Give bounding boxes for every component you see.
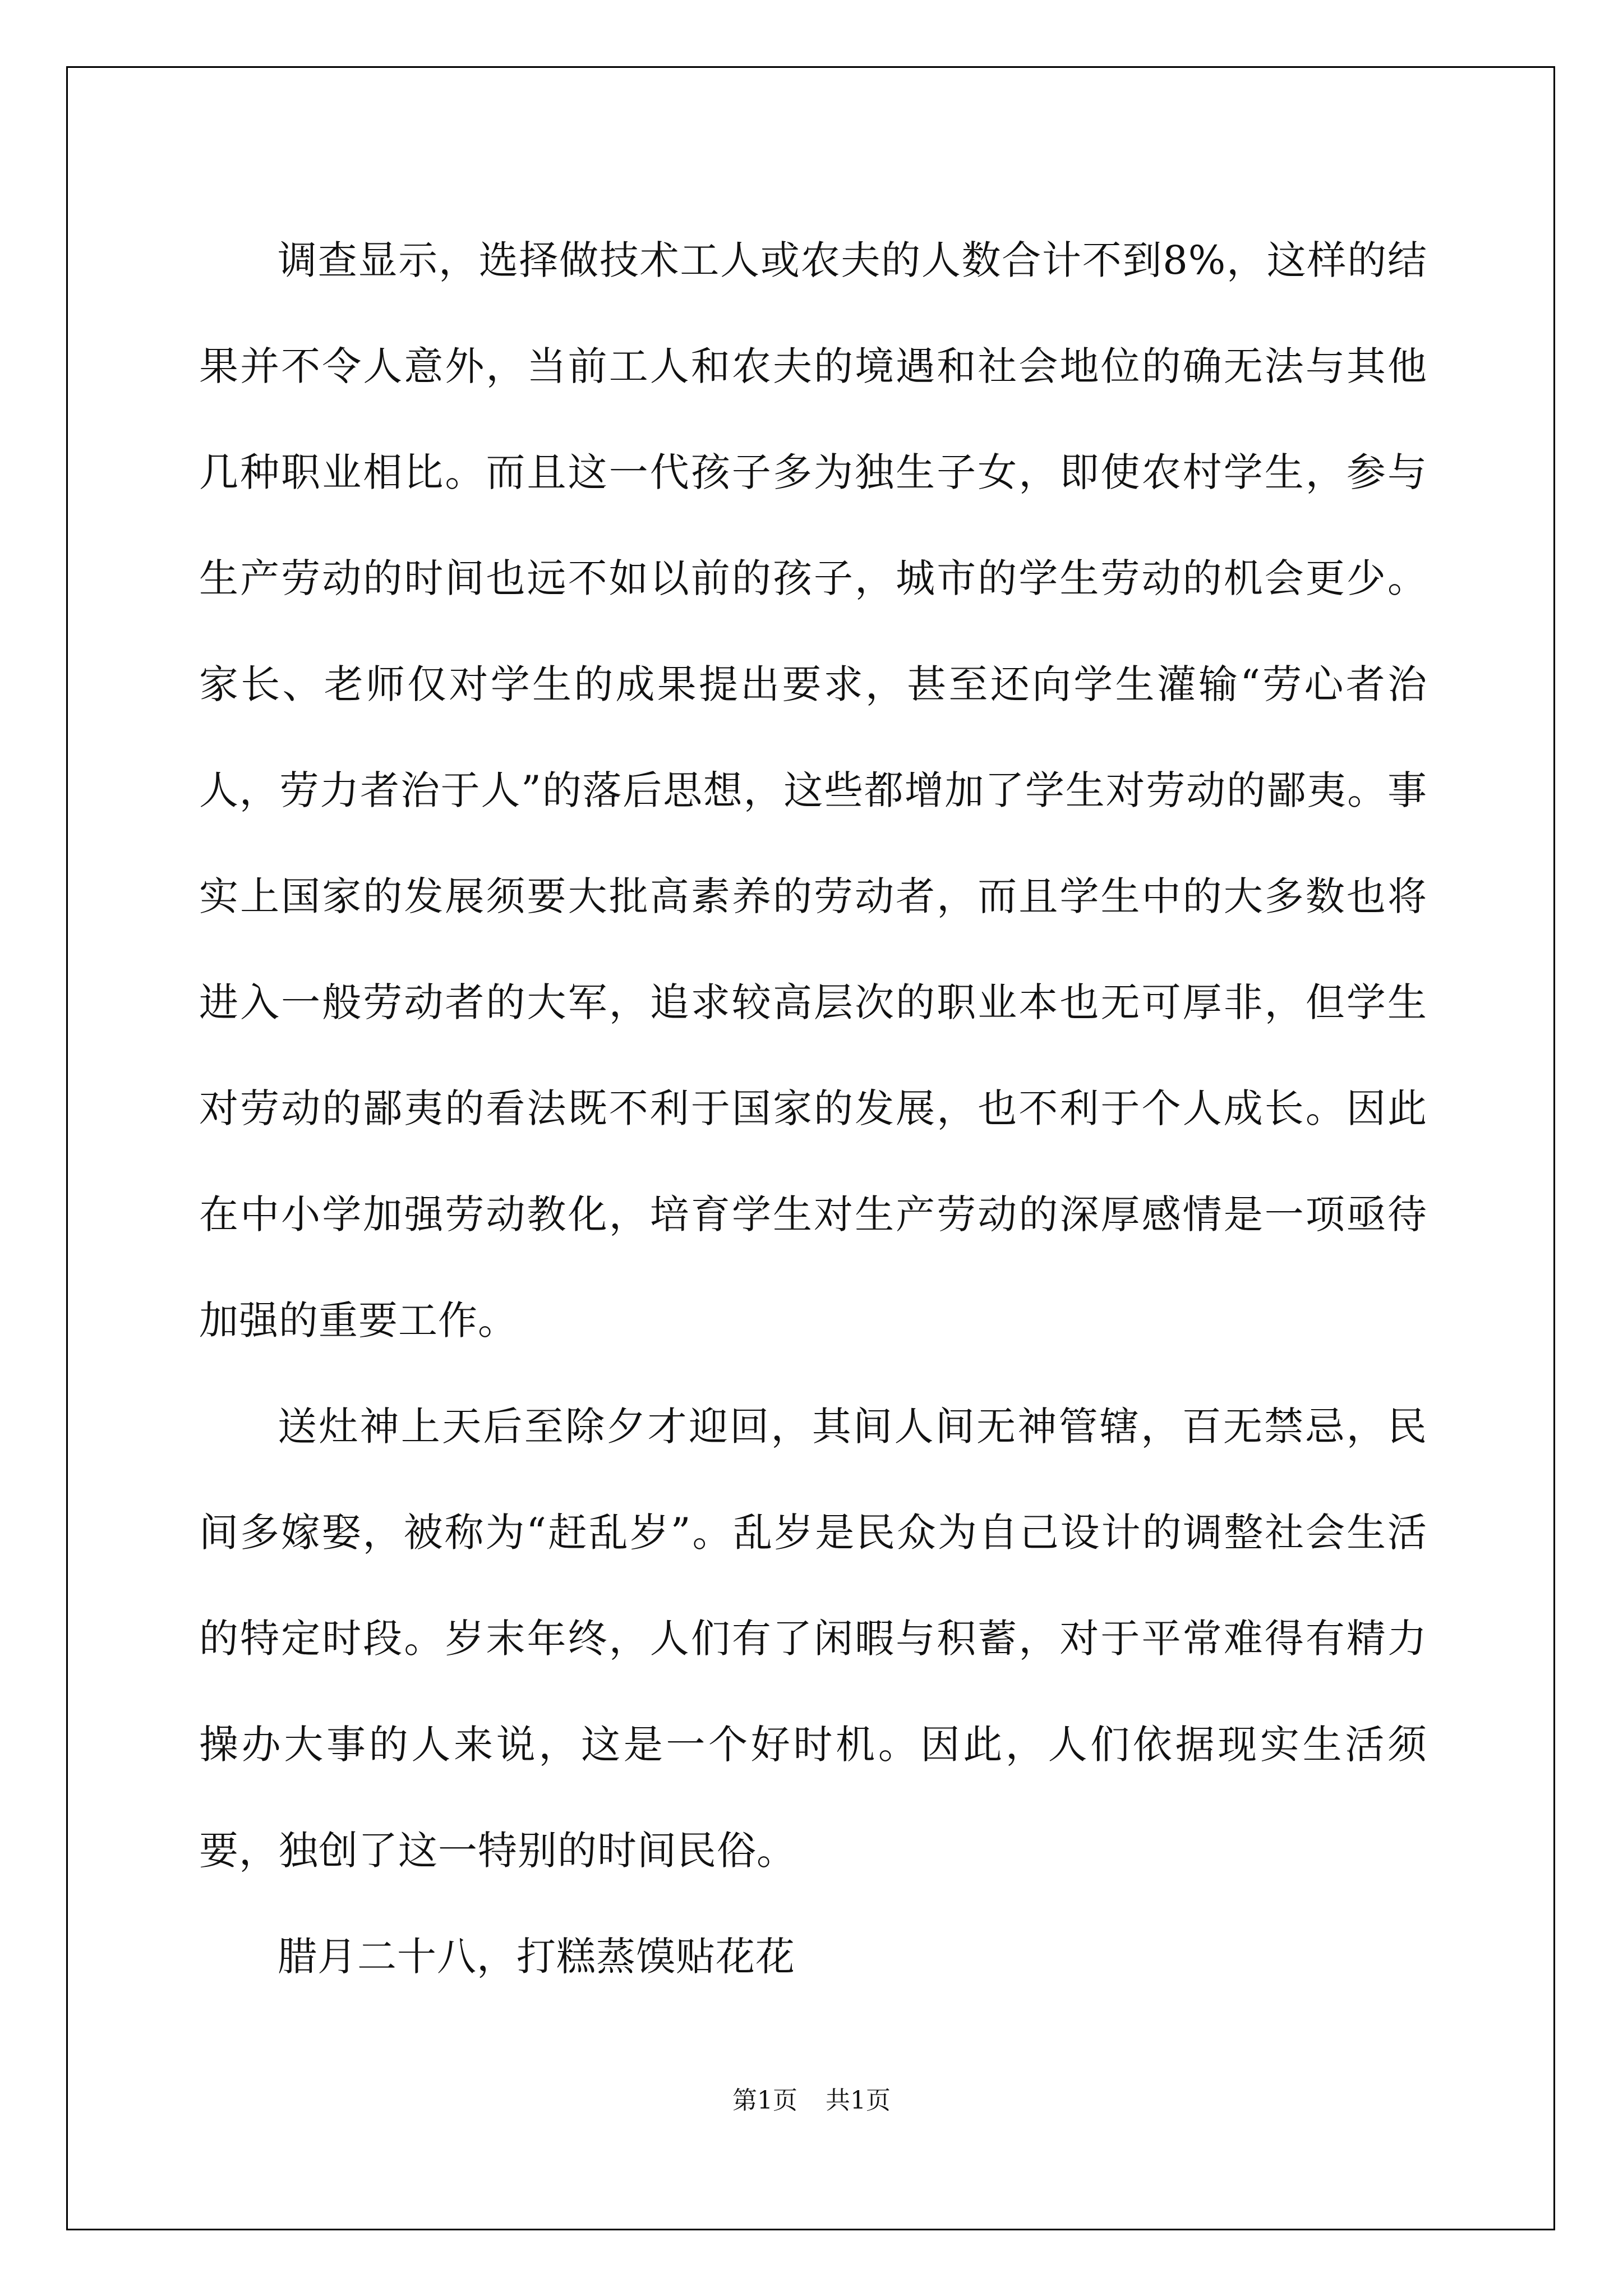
page-footer [0, 2080, 1623, 2116]
document-body [199, 208, 1427, 2010]
paragraph-twelfth-month-28: 腊月二十八，打糕蒸馍贴花花 [278, 1934, 795, 1980]
paragraph-labor-education: 调查显示，选择做技术工人或农夫的人数合计不到8%，这样的结果并不令人意外，当前工人和农夫的境遇和社会地位的确无法与其他几种职业相比。而且这一代孩子多为独生子女，即使农村学生，参与生产劳动的时间也远不如以前的孩子，城市的学生劳动的机会更少。家长、老师仅对学生的成果提出要求，甚至还向学生灌输“劳心者治人，劳力者治于人”的落后思想，这些都增加了学生对劳动的鄙夷。事实上国家的发展须要大批高素养的劳动者，而且学生中的大多数也将进入一般劳动者的大军，追求较高层次的职业本也无可厚非，但学生对劳动的鄙夷的看法既不利于国家的发展，也不利于个人成长。因此在中小学加强劳动教化，培育学生对生产劳动的深厚感情是一项亟待加强的重要工作。 [199, 237, 1427, 1343]
page-number-total: 共1页 [826, 2086, 891, 2115]
page-number-current: 第1页 [732, 2086, 797, 2115]
paragraph-chaos-year: 送灶神上天后至除夕才迎回，其间人间无神管辖，百无禁忌，民间多嫁娶，被称为“赶乱岁”。乱岁是民众为自己设计的调整社会生活的特定时段。岁末年终，人们有了闲暇与积蓄，对于平常难得有精力操办大事的人来说，这是一个好时机。因此，人们依据现实生活须要，独创了这一特别的时间民俗。 [199, 1404, 1427, 1874]
